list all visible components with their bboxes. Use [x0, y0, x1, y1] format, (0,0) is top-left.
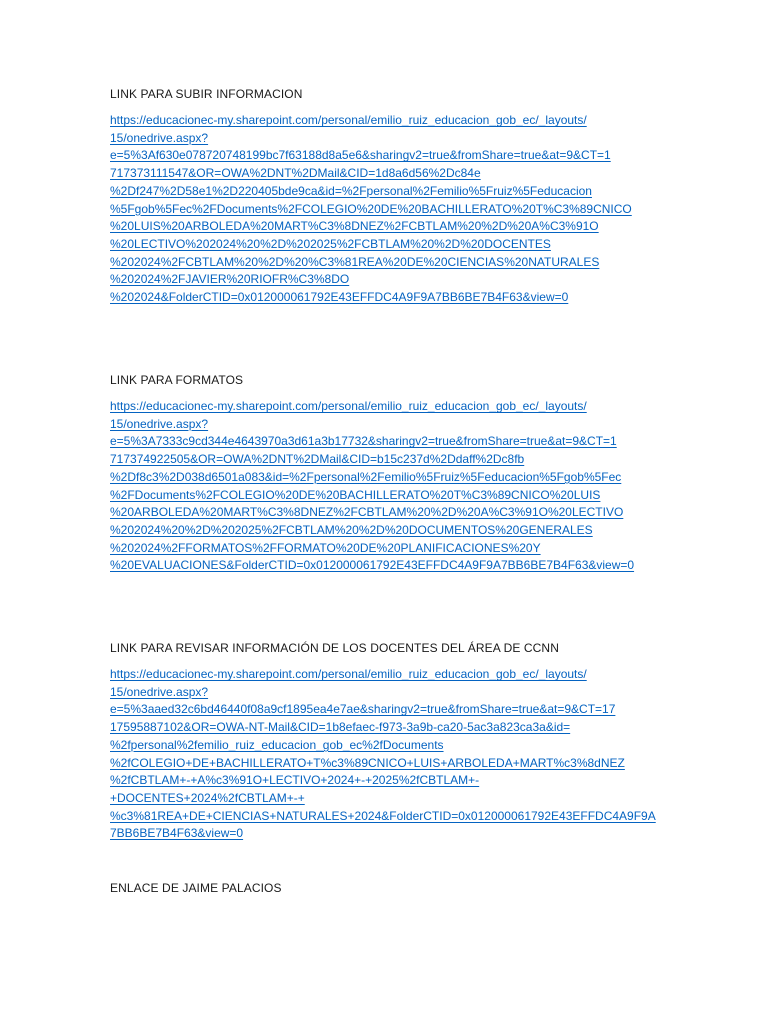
link-line[interactable]: 15/onedrive.aspx?	[110, 130, 209, 145]
link-line[interactable]: 15/onedrive.aspx?	[110, 416, 209, 431]
link-line[interactable]: e=5%3Af630e078720748199bc7f63188d8a5e6&sharingv2=true&fromShare=true&at=9&CT=1	[110, 148, 611, 163]
link-line[interactable]: %20LUIS%20ARBOLEDA%20MART%C3%8DNEZ%2FCBTLAM%20%2D%20A%C3%91O	[110, 219, 599, 234]
link-line[interactable]: %2fpersonal%2femilio_ruiz_educacion_gob_ec%2fDocuments	[110, 737, 444, 752]
link-line[interactable]: 7BB6BE7B4F63&view=0	[110, 826, 244, 841]
link-line[interactable]: 717374922505&OR=OWA%2DNT%2DMail&CID=b15c237d%2Ddaff%2Dc8fb	[110, 452, 525, 467]
section-heading-subir-informacion: LINK PARA SUBIR INFORMACION	[110, 87, 303, 101]
link-line[interactable]: %2fCOLEGIO+DE+BACHILLERATO+T%c3%89CNICO+LUIS+ARBOLEDA+MART%c3%8dNEZ	[110, 755, 625, 770]
link-line[interactable]: 15/onedrive.aspx?	[110, 684, 209, 699]
link-line[interactable]: %202024&FolderCTID=0x012000061792E43EFFDC4A9F9A7BB6BE7B4F63&view=0	[110, 290, 569, 305]
link-line[interactable]: %2FDocuments%2FCOLEGIO%20DE%20BACHILLERATO%20T%C3%89CNICO%20LUIS	[110, 487, 601, 502]
link-line[interactable]: %202024%20%2D%202025%2FCBTLAM%20%2D%20DOCUMENTOS%20GENERALES	[110, 522, 593, 537]
link-line[interactable]: %20EVALUACIONES&FolderCTID=0x012000061792E43EFFDC4A9F9A7BB6BE7B4F63&view=0	[110, 558, 635, 573]
section-heading-formatos: LINK PARA FORMATOS	[110, 373, 244, 387]
link-formatos[interactable]	[110, 398, 670, 575]
section-heading-jaime-palacios: ENLACE DE JAIME PALACIOS	[110, 881, 282, 895]
link-line[interactable]: %5Fgob%5Fec%2FDocuments%2FCOLEGIO%20DE%20BACHILLERATO%20T%C3%89CNICO	[110, 201, 632, 216]
link-line[interactable]: %2Df8c3%2D038d6501a083&id=%2Fpersonal%2Femilio%5Fruiz%5Feducacion%5Fgob%5Fec	[110, 469, 622, 484]
link-line[interactable]: %c3%81REA+DE+CIENCIAS+NATURALES+2024&FolderCTID=0x012000061792E43EFFDC4A9F9A	[110, 808, 656, 823]
link-line[interactable]: 717373111547&OR=OWA%2DNT%2DMail&CID=1d8a6d56%2Dc84e	[110, 166, 481, 181]
link-line[interactable]: https://educacionec-my.sharepoint.com/personal/emilio_ruiz_educacion_gob_ec/_layouts/	[110, 667, 587, 681]
link-line[interactable]: 17595887102&OR=OWA-NT-Mail&CID=1b8efaec-f973-3a9b-ca20-5ac3a823ca3a&id=	[110, 720, 571, 735]
link-line[interactable]: %20LECTIVO%202024%20%2D%202025%2FCBTLAM%20%2D%20DOCENTES	[110, 236, 551, 251]
link-line[interactable]: %2fCBTLAM+-+A%c3%91O+LECTIVO+2024+-+2025%2fCBTLAM+-	[110, 773, 480, 788]
link-line[interactable]: %20ARBOLEDA%20MART%C3%8DNEZ%2FCBTLAM%20%2D%20A%C3%91O%20LECTIVO	[110, 505, 624, 520]
link-subir-informacion[interactable]	[110, 112, 670, 307]
link-line[interactable]: %2Df247%2D58e1%2D220405bde9ca&id=%2Fpersonal%2Femilio%5Fruiz%5Feducacion	[110, 183, 592, 198]
section-heading-docentes-ccnn: LINK PARA REVISAR INFORMACIÓN DE LOS DOCENTES DEL ÁREA DE CCNN	[110, 641, 559, 655]
link-line[interactable]: https://educacionec-my.sharepoint.com/personal/emilio_ruiz_educacion_gob_ec/_layouts/	[110, 399, 587, 413]
link-line[interactable]: %202024%2FJAVIER%20RIOFR%C3%8DO	[110, 272, 350, 287]
link-line[interactable]: %202024%2FFORMATOS%2FFORMATO%20DE%20PLANIFICACIONES%20Y	[110, 540, 541, 555]
link-docentes-ccnn[interactable]	[110, 666, 670, 843]
link-line[interactable]: https://educacionec-my.sharepoint.com/personal/emilio_ruiz_educacion_gob_ec/_layouts/	[110, 113, 587, 127]
link-line[interactable]: +DOCENTES+2024%2fCBTLAM+-+	[110, 790, 305, 805]
link-line[interactable]: e=5%3aaed32c6bd46440f08a9cf1895ea4e7ae&sharingv2=true&fromShare=true&at=9&CT=17	[110, 702, 616, 717]
link-line[interactable]: %202024%2FCBTLAM%20%2D%20%C3%81REA%20DE%20CIENCIAS%20NATURALES	[110, 254, 600, 269]
link-line[interactable]: e=5%3A7333c9cd344e4643970a3d61a3b17732&sharingv2=true&fromShare=true&at=9&CT=1	[110, 434, 617, 449]
